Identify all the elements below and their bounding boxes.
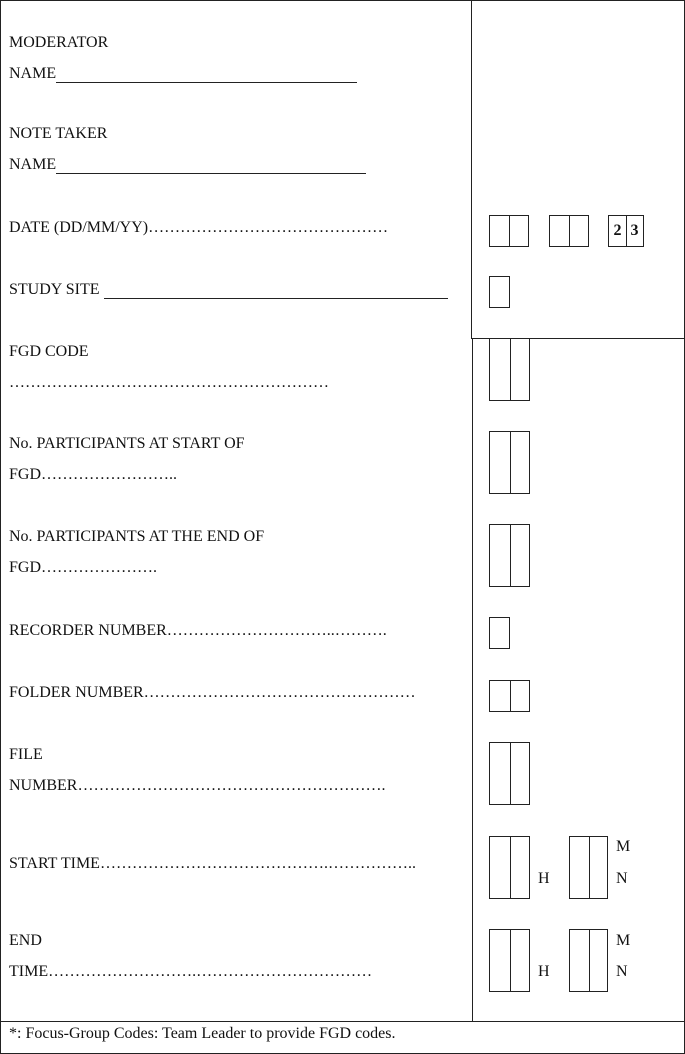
- date-day-box[interactable]: [489, 215, 529, 247]
- end-time-minutes-label-2: N: [616, 963, 628, 980]
- column-divider-upper: [471, 0, 472, 338]
- start-time-hours-label: H: [538, 870, 550, 887]
- participants-start-box[interactable]: [489, 431, 530, 494]
- participants-end-line1: No. PARTICIPANTS AT THE END OF: [9, 528, 265, 545]
- folder-number-label: FOLDER NUMBER……………………………………………: [9, 684, 416, 701]
- recorder-number-label: RECORDER NUMBER…………………………..……….: [9, 622, 387, 639]
- date-year-digit-2: 3: [630, 222, 639, 239]
- note-taker-name-row: [9, 156, 366, 174]
- end-time-line1: END: [9, 932, 42, 949]
- participants-end-line2: FGD………………….: [9, 559, 158, 576]
- footer-note: *: Focus-Group Codes: Team Leader to provide FGD codes.: [9, 1025, 396, 1042]
- end-time-hours-label: H: [538, 963, 550, 980]
- study-site-row: [9, 281, 448, 299]
- start-time-hours-box[interactable]: [489, 836, 530, 899]
- note-taker-name-field[interactable]: [56, 159, 366, 174]
- frame-top: [0, 0, 685, 1]
- start-time-minutes-label-1: M: [616, 838, 631, 855]
- note-taker-label: NOTE TAKER: [9, 125, 108, 142]
- column-divider-lower: [472, 338, 473, 1022]
- end-time-minutes-box[interactable]: [569, 929, 608, 992]
- moderator-label: MODERATOR: [9, 34, 109, 51]
- start-time-minutes-box[interactable]: [569, 836, 608, 899]
- study-site-box[interactable]: [489, 276, 510, 308]
- moderator-name-row: [9, 65, 357, 83]
- fgd-code-box[interactable]: [489, 338, 530, 401]
- recorder-number-box[interactable]: [489, 617, 510, 649]
- end-time-line2: TIME……………………….……………………………: [9, 963, 373, 980]
- date-year-digit-1: 2: [613, 222, 622, 239]
- folder-number-box[interactable]: [489, 680, 530, 712]
- file-number-line2: NUMBER………………………………………………….: [9, 777, 386, 794]
- end-time-minutes-label-1: M: [616, 932, 631, 949]
- fgd-code-dots: ……………………………………………………: [9, 374, 329, 391]
- moderator-name-label: NAME: [9, 65, 57, 82]
- file-number-box[interactable]: [489, 742, 530, 805]
- participants-end-box[interactable]: [489, 524, 530, 587]
- frame-left: [0, 0, 1, 1054]
- participants-start-line1: No. PARTICIPANTS AT START OF: [9, 435, 245, 452]
- end-time-hours-box[interactable]: [489, 929, 530, 992]
- start-time-minutes-label-2: N: [616, 870, 628, 887]
- start-time-label: START TIME…………………………………….……………..: [9, 855, 416, 872]
- note-taker-name-label: NAME: [9, 156, 57, 173]
- participants-start-line2: FGD……………………..: [9, 466, 178, 483]
- file-number-line1: FILE: [9, 746, 43, 763]
- study-site-label: STUDY SITE: [9, 281, 100, 298]
- footer-divider: [0, 1021, 685, 1022]
- date-year-box: [608, 215, 644, 247]
- date-month-box[interactable]: [549, 215, 589, 247]
- study-site-field[interactable]: [104, 284, 448, 299]
- fgd-code-label: FGD CODE: [9, 343, 89, 360]
- date-label: DATE (DD/MM/YY)………………………………………: [9, 219, 389, 236]
- moderator-name-field[interactable]: [56, 68, 357, 83]
